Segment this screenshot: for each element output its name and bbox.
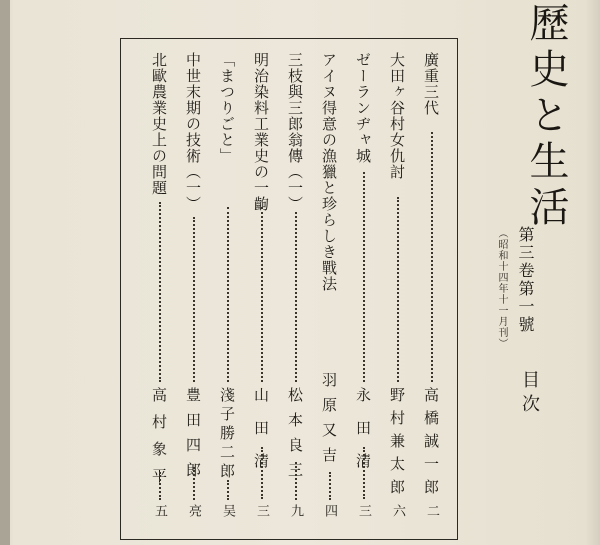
issue-date: （昭和十四年十一月刊） xyxy=(496,228,507,349)
toc-author: 松本良三 xyxy=(286,387,304,487)
dot-leader xyxy=(193,467,195,500)
toc-title: ゼーランヂャ城 xyxy=(354,52,372,164)
toc-author: 永田清 xyxy=(354,387,372,486)
toc-title: 中世末期の技術（一） xyxy=(184,52,202,212)
journal-title: 歷史と生活 xyxy=(523,2,569,232)
dot-leader xyxy=(363,447,365,499)
dot-leader xyxy=(193,217,195,382)
toc-entry xyxy=(142,52,176,522)
dot-leader xyxy=(227,207,229,382)
dot-leader xyxy=(363,172,365,382)
toc-page: 三 xyxy=(356,504,371,517)
dot-leader xyxy=(159,472,161,500)
toc-page: 吴 xyxy=(220,504,235,517)
dot-leader xyxy=(431,132,433,382)
toc-title: 大田ヶ谷村女仇討 xyxy=(388,52,406,180)
contents-label: 目次 xyxy=(519,370,540,418)
toc-entry xyxy=(380,52,414,522)
toc-author: 野村兼太郎 xyxy=(388,387,406,502)
toc-title: 三枝與三郎翁傳（一） xyxy=(286,52,304,212)
toc-title: アイヌ得意の漁獵と珍らしき戰法 xyxy=(320,52,338,292)
dot-leader xyxy=(159,202,161,382)
toc-title: 「まつりごと」 xyxy=(218,52,236,164)
toc-page: 六 xyxy=(390,504,405,517)
toc-page: 二 xyxy=(424,504,439,517)
table-of-contents xyxy=(128,52,448,522)
toc-page: 五 xyxy=(152,504,167,517)
dot-leader xyxy=(329,472,331,500)
toc-title: 北歐農業史上の問題 xyxy=(150,52,168,196)
toc-page: 四 xyxy=(322,504,337,517)
toc-title: 廣重三代 xyxy=(422,52,440,116)
book-spine-edge xyxy=(0,0,10,545)
toc-entry xyxy=(414,52,448,522)
dot-leader xyxy=(397,197,399,382)
toc-author: 山田清 xyxy=(252,387,270,486)
toc-entry xyxy=(312,52,346,522)
dot-leader xyxy=(261,447,263,499)
toc-page: 九 xyxy=(288,504,303,517)
toc-entry xyxy=(346,52,380,522)
toc-entry xyxy=(244,52,278,522)
dot-leader xyxy=(227,480,229,500)
dot-leader xyxy=(261,207,263,382)
toc-entry xyxy=(278,52,312,522)
toc-author: 高村象平 xyxy=(150,387,168,495)
issue-number: 第三卷第一號 xyxy=(516,226,535,334)
dot-leader xyxy=(295,212,297,382)
page-shadow xyxy=(585,0,600,545)
toc-author: 淺子勝二郎 xyxy=(218,387,236,482)
toc-page: 三 xyxy=(254,504,269,517)
dot-leader xyxy=(295,462,297,500)
toc-author: 豊田四郎 xyxy=(184,387,202,487)
toc-title: 明治染料工業史の一齣 xyxy=(252,52,270,212)
toc-author: 高橋誠一郎 xyxy=(422,387,440,502)
toc-entry xyxy=(176,52,210,522)
toc-entry xyxy=(210,52,244,522)
toc-author: 羽原又吉 xyxy=(320,372,338,472)
toc-page: 亮 xyxy=(186,504,201,517)
